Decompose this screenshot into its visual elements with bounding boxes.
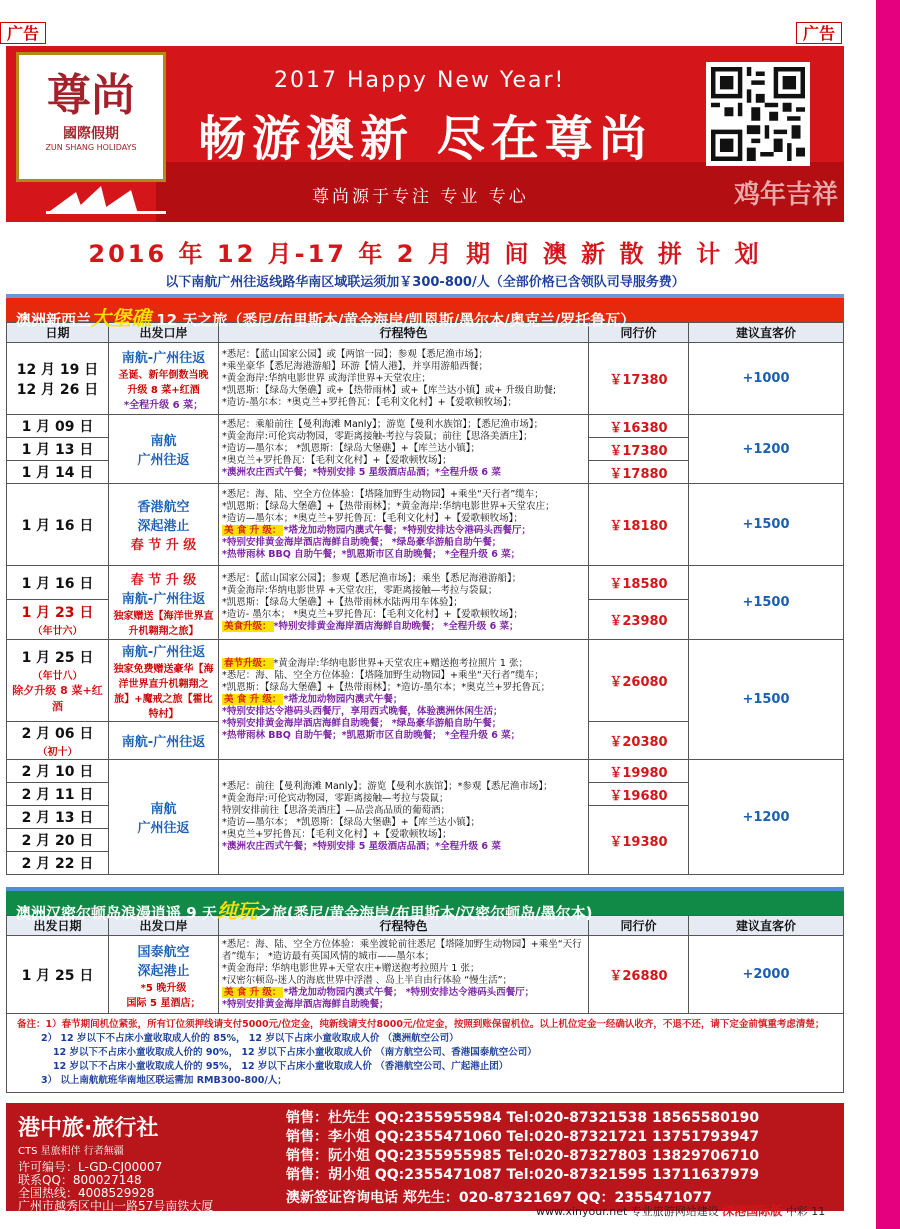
section-1-header [6,294,844,330]
port: 南航-广州往返 [121,645,206,660]
trade-price: ￥17380 [589,343,689,415]
table-row [7,640,844,722]
col-itinerary: 行程特色 [219,916,589,936]
opera-house-icon [46,184,166,214]
retail-price: +1000 [689,343,844,415]
sales-contact[interactable]: 销售：阮小姐 QQ:2355955985 Tel:020-87327803 13829706710 [286,1148,760,1164]
col-retail-price: 建议直客价 [689,323,844,343]
table-row [7,566,844,600]
trade-price: ￥18580 [589,566,689,600]
date-cell: 2 月 13 日 [7,806,109,829]
col-trade-price: 同行价 [589,323,689,343]
table-row [7,484,844,566]
itinerary-line: *热带雨林 BBQ 自助午餐；*凯恩斯市区自助晚餐； *全程升级 6 菜； [222,729,521,741]
section-2-header [6,887,844,923]
port: 南航-广州往返 [121,591,206,607]
itinerary-cell [219,566,589,640]
itinerary-line: *黄金海岸:华纳电影世界 +天堂农庄，零距离接触—考拉与袋鼠； [222,584,498,596]
section-australia-nz [6,294,844,875]
itinerary-line: *奥克兰+罗托鲁瓦：【毛利文化村】+【爱歌顿牧场】； [222,829,452,840]
date-cell [7,343,109,415]
banner [6,46,844,222]
itinerary-line: *特别安排达令港码头西餐厅，享用西式晚餐，体验澳洲休闲生活； [222,705,503,717]
itinerary-line: *造访—墨尔本； *凯恩斯：【绿岛大堡礁】+【库兰达小镇】； [222,817,480,828]
banner-year-text: 2017 Happy New Year! [274,68,566,93]
banner-sub-slogan: 尊尚源于专注 专业 专心 [312,187,529,207]
itinerary-cell [219,484,589,566]
sales-contact[interactable]: 销售：李小姐 QQ:2355471060 Tel:020-87321721 13751793947 [286,1129,760,1145]
itinerary-line: *黄金海岸:可伦宾动物园，零距离接触—考拉与袋鼠； [222,793,449,804]
port-note: 春 节 升 级 [130,538,197,553]
trade-price: ￥19680 [589,783,689,806]
note-line: 备注：1）春节期间机位紧张，所有订位须押线请支付5000元/位定金，纯新线请支付8000元/位定金，按照到账保留机位。以上机位定金一经确认收齐，不退不还，请下定金前慎重考虑清楚； [17,1019,825,1030]
port-cell [109,640,219,722]
note-line: 3） 以上南航航班华南地区联运需加 RMB300-800/人； [41,1075,287,1086]
col-port: 出发口岸 [109,323,219,343]
col-date: 日期 [7,323,109,343]
sales-contact[interactable]: 销售：胡小姐 QQ:2355471087 Tel:020-87321595 13711637979 [286,1167,760,1183]
s1-head-b: 12 天之旅（悉尼/布里斯本/黄金海岸/凯恩斯/墨尔本/奥克兰/罗托鲁瓦） [151,311,636,329]
trade-price: ￥26880 [589,936,689,1014]
trade-price: ￥26080 [589,640,689,722]
itinerary-line: *塔龙加动物园内澳式午餐； *特别安排达令港码头西餐厅； [283,986,535,998]
ad-label-left: 广告 [0,22,46,44]
itinerary-line: *悉尼：【蓝山国家公园】或【两馆一园】；参观【悉尼渔市场】； [222,348,489,360]
table-row [7,415,844,438]
hotline: 全国热线：4008529928 [18,1186,155,1200]
itinerary-line: 特别安排前往【思洛美酒庄】—品尝高品质的葡萄酒； [222,805,451,816]
port: 南航 [150,802,177,817]
col-itinerary: 行程特色 [219,323,589,343]
retail-price: +1500 [689,640,844,760]
col-date: 出发日期 [7,916,109,936]
port-cell [109,343,219,415]
page-footer-line [536,1202,825,1219]
port-note: 升级 8 菜+红酒 [127,384,200,396]
itinerary-line: *造访-墨尔本：*奥克兰+罗托鲁瓦：【毛利文化村】+【爱歌顿牧场】； [222,396,517,408]
trade-price: ￥19980 [589,760,689,783]
port: 广州往返 [137,453,190,468]
date-cell: 2 月 22 日 [7,852,109,875]
ad-label-right: 广告 [796,22,842,44]
port-cell: 南航-广州往返 [109,722,219,760]
edition-tag: 深港国际版 [722,1204,783,1218]
itinerary-line: *澳洲农庄西式午餐；*特别安排 5 星级酒店品酒；*全程升级 6 菜 [222,841,501,852]
schedule-table-2 [6,915,844,1014]
contact-qq: 联系QQ：800027148 [18,1173,142,1187]
table-row [7,760,844,783]
brand-logo [16,52,166,182]
port-cell [109,566,219,640]
itinerary-line: *凯恩斯：【绿岛大堡礁】+【热带雨林】；*造访-墨尔本；*奥克兰+罗托鲁瓦； [222,681,551,693]
date-cell [7,640,109,722]
date: 12 月 19 日 [16,361,99,378]
port-note: 独家赠送【海洋世界直升机翱翔之旅】 [113,610,214,637]
date-cell: 2 月 11 日 [7,783,109,806]
schedule-table-1 [6,322,844,875]
page-number: 中彩 11 [785,1205,826,1218]
footer [6,1103,844,1211]
itinerary-cell [219,760,589,875]
cts-tagline: CTS 星旅相伴 行者無疆 [18,1146,124,1157]
port-note: *全程升级 6 菜； [123,399,204,411]
date-cell: 1 月 16 日 [7,566,109,600]
itinerary-line: *黄金海岸:华纳电影世界+天堂农庄+赠送抱考拉照片 1 张； [273,657,528,669]
itinerary-line: *悉尼：海、陆、空全方位体验：【塔隆加野生动物园】+乘坐“天行者”缆车； [222,488,544,500]
logo-main: 尊尚 [47,70,135,121]
address: 广州市越秀区中山一路57号南铁大厦 [18,1199,214,1211]
website-link[interactable]: www.xinyour.net 专业旅游网站建设 [536,1205,719,1218]
note-line: 2） 12 岁以下不占床小童收取成人价的 85%， 12 岁以下占床小童收取成人价 （澳洲航空公司） [41,1033,459,1044]
note-line: 12 岁以下不占床小童收取成人价的 95%， 12 岁以下占床小童收取成人价 （香港航空公司、广起港止团） [53,1061,509,1072]
itinerary-line: *乘坐豪华【悉尼海港游船】环游【情人港】，并享用游船西餐； [222,360,489,372]
date: 2 月 06 日 [21,726,94,742]
plan-note: 以下南航广州往返线路华南区域联运须加￥300-800/人（全部价格已含领队司导服务费） [165,275,685,290]
date-cell: 1 月 25 日 [7,936,109,1014]
itinerary-cell [219,640,589,760]
banner-slogan: 畅游澳新 尽在尊尚 [198,111,653,167]
sales-contacts [286,1109,759,1207]
s2-head-a: 澳洲汉密尔顿岛浪漫逍遥 9 天 [16,904,217,922]
col-trade-price: 同行价 [589,916,689,936]
s2-head-b: 之旅(悉尼/黄金海岸/布里斯本/汉密尔顿岛/墨尔本) [256,904,593,922]
visa-contact[interactable]: 澳新签证咨询电话 郑先生：020-87321697 QQ：2355471077 [286,1190,712,1206]
itinerary-line: *奥克兰+罗托鲁瓦：【毛利文化村】+【爱歌顿牧场】； [222,455,452,466]
itinerary-line: *特别安排黄金海岸酒店海鲜自助晚餐； *全程升级 6 菜； [273,620,519,632]
date-cell: 1 月 14 日 [7,461,109,484]
trade-price: ￥19380 [589,806,689,875]
port-cell [109,484,219,566]
itinerary-line: *悉尼：海、陆、空全方位体验：乘坐渡轮前往悉尼【塔隆加野生动物园】+乘坐“天行者”缆车； *造访最有英国风情的城市——墨尔本； [222,938,582,962]
date: 1 月 23 日 [21,605,94,621]
trade-price: ￥17380 [589,438,689,461]
itinerary-line: *悉尼：前往【曼利海滩 Manly】；游览【曼利水族馆】；*参观【悉尼渔市场】； [222,781,553,792]
itinerary-cell [219,343,589,415]
itinerary-line: *黄金海岸:可伦宾动物园，零距离接触-考拉与袋鼠；前往【思洛美酒庄】； [222,431,533,442]
port: 广州往返 [137,821,190,836]
food-upgrade-badge: 美 食 升 级： [224,986,282,998]
retail-price: +1200 [689,760,844,875]
port: 国泰航空 [137,944,190,960]
trade-price: ￥18180 [589,484,689,566]
itinerary-line: *特别安排黄金海岸酒店海鲜自助晚餐； [222,998,389,1010]
itinerary-line: *悉尼：【蓝山国家公园】；参观【悉尼渔市场】；乘坐【悉尼海港游船】； [222,572,522,584]
itinerary-line: *悉尼：海、陆、空全方位体验：【塔隆加野生动物园】+乘坐“天行者”缆车； [222,669,544,681]
plan-title: 2016 年 12 月-17 年 2 月 期 间 澳 新 散 拼 计 划 [88,240,762,268]
s1-head-big: 大堡礁 [91,306,152,330]
port-note: 圣诞、新年倒数当晚 [118,369,209,381]
note-line: 12 岁以下不占床小童收取成人价的 90%， 12 岁以下占床小童收取成人价 （南方航空公司、香港国泰航空公司） [53,1047,537,1058]
itinerary-line: *黄金海岸: 华纳电影世界+天堂农庄+赠送抱考拉照片 1 张； [222,962,480,974]
retail-price: +1200 [689,415,844,484]
itinerary-line: *凯恩斯：【绿岛大堡礁】+【热带雨林】；*黄金海岸:华纳电影世界+天堂农庄； [222,500,555,512]
table-row [7,343,844,415]
itinerary-cell [219,415,589,484]
date-note: 除夕升级 8 菜+红酒 [12,684,103,713]
sales-contact[interactable]: 销售：杜先生 QQ:2355955984 Tel:020-87321538 18565580190 [286,1110,760,1126]
date-cell: 1 月 09 日 [7,415,109,438]
date-cell: 1 月 13 日 [7,438,109,461]
itinerary-line: *热带雨林 BBQ 自助午餐；*凯恩斯市区自助晚餐； *全程升级 6 菜； [222,548,521,560]
spring-upgrade-badge: 春节升级： [224,657,272,669]
port-cell [109,760,219,875]
section-hamilton-island [6,887,844,1093]
logo-en: ZUN SHANG HOLIDAYS [45,143,137,152]
date-cell [7,722,109,760]
magenta-edge-stripe [876,0,900,1229]
port-note: 春 节 升 级 [130,572,197,588]
rooster-year-text: 鸡年吉祥 [734,180,839,210]
license-number: 许可编号：L-GD-CJ00007 [18,1160,163,1174]
itinerary-line: *塔龙加动物园内澳式午餐；*特别安排达令港码头西餐厅； [283,524,531,536]
trade-price: ￥23980 [589,600,689,640]
port: 深起港止 [137,963,190,979]
food-upgrade-badge: 美 食 升 级： [224,693,282,705]
notes [6,1014,844,1093]
date-cell: 2 月 20 日 [7,829,109,852]
port: 南航 [150,434,177,449]
food-upgrade-badge: 美 食 升 级： [224,524,282,536]
lunar-date: （年廿六） [32,626,83,637]
date-cell [7,600,109,640]
itinerary-line: *悉尼：乘船前往【曼利海滩 Manly】；游览【曼利水族馆】；【悉尼渔市场】； [222,419,544,430]
qr-code-icon[interactable] [706,62,810,166]
date: 12 月 26 日 [16,381,99,398]
itinerary-line: *造访- 墨尔本； *奥克兰+罗托鲁瓦：【毛利文化村】+【爱歌顿牧场】； [222,608,523,620]
port-note: *5 晚升级 [140,982,187,994]
col-retail-price: 建议直客价 [689,916,844,936]
port-cell [109,936,219,1014]
itinerary-line: *造访—墨尔本；*奥克兰+罗托鲁瓦：【毛利文化村】+【爱歌顿牧场】； [222,512,523,524]
itinerary-line: *凯恩斯：【绿岛大堡礁】+【热带雨林水陆两用车体验】； [222,596,463,608]
port-cell [109,415,219,484]
trade-price: ￥16380 [589,415,689,438]
port: 深起港止 [137,519,190,534]
agency-info [18,1111,258,1211]
cts-logo: 港中旅·旅行社 [18,1116,159,1141]
port: 南航-广州往返 [121,350,206,366]
date: 1 月 25 日 [21,650,94,666]
itinerary-line: *黄金海岸:华纳电影世界 或海洋世界+天堂农庄； [222,372,431,384]
retail-price: +1500 [689,566,844,640]
itinerary-line: *特别安排黄金海岸酒店海鲜自助晚餐； *绿岛豪华游船自助午餐； [222,717,502,729]
lunar-date: （年廿八） [32,671,83,682]
retail-price: +2000 [689,936,844,1014]
retail-price: +1500 [689,484,844,566]
itinerary-line: *凯恩斯：【绿岛大堡礁】或+【热带雨林】或+【库兰达小镇】或+ 升级自助餐; [222,384,557,396]
page [6,46,844,1211]
lunar-date: （初十） [37,747,78,758]
table-row [7,936,844,1014]
itinerary-line: *澳洲农庄西式午餐；*特别安排 5 星级酒店品酒；*全程升级 6 菜 [222,467,501,478]
trade-price: ￥20380 [589,722,689,760]
itinerary-line: *汉密尔顿岛-迷人的海底世界中浮潜 、岛上半自由行体验 “慢生活”； [222,974,513,986]
port-note: 国际 5 星酒店； [126,997,201,1009]
date-cell: 1 月 16 日 [7,484,109,566]
s2-head-big: 纯玩 [216,899,257,923]
port-note: 独家免费赠送豪华【海洋世界直升机翱翔之旅】+魔戒之旅【霍比特村】 [113,664,214,720]
col-port: 出发口岸 [109,916,219,936]
food-upgrade-badge: 美食升级： [224,620,272,632]
itinerary-line: *特别安排黄金海岸酒店海鲜自助晚餐； *绿岛豪华游船自助午餐； [222,536,502,548]
itinerary-line: *造访—墨尔本； *凯恩斯：【绿岛大堡礁】+【库兰达小镇】； [222,443,480,454]
itinerary-cell [219,936,589,1014]
s1-head-a: 澳洲新西兰 [16,311,92,329]
date-cell: 2 月 10 日 [7,760,109,783]
itinerary-line: *塔龙加动物园内澳式午餐； [283,693,403,705]
logo-sub: 國際假期 [63,126,119,142]
port: 香港航空 [137,500,190,515]
trade-price: ￥17880 [589,461,689,484]
